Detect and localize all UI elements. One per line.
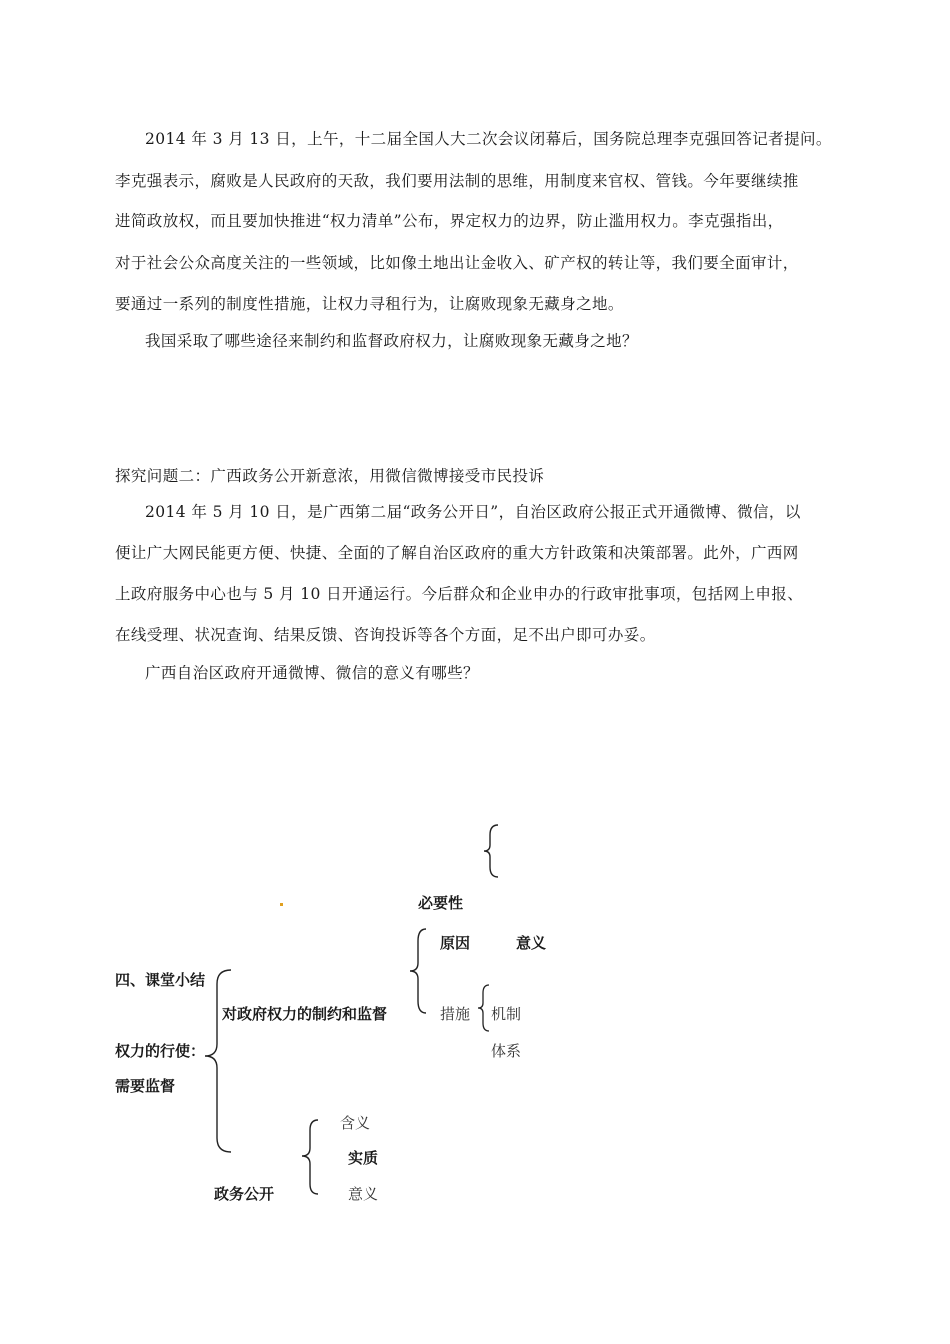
question-text: 广西自治区政府开通微博、微信的意义有哪些？: [145, 664, 479, 682]
necessity-label: 必要性: [418, 894, 464, 912]
system-label: 体系: [491, 1042, 522, 1060]
meaning-label: 意义: [516, 934, 547, 952]
branch2-brace: [302, 1118, 322, 1198]
paragraph-line: 要通过一系列的制度性措施，让权力寻租行为，让腐败现象无藏身之地。: [115, 295, 624, 313]
measures-brace: [478, 983, 492, 1033]
measures-label: 措施: [440, 1005, 471, 1023]
root-line2: 需要监督: [115, 1077, 176, 1095]
paragraph-line: 对于社会公众高度关注的一些领域，比如像土地出让金收入、矿产权的转让等，我们要全面审计，: [115, 254, 799, 272]
branch1-label: 对政府权力的制约和监督: [222, 1005, 388, 1023]
root-line1: 权力的行使：: [115, 1042, 206, 1060]
significance-label: 意义: [348, 1185, 379, 1203]
section-heading: 探究问题二：广西政务公开新意浓，用微信微博接受市民投诉: [115, 467, 545, 485]
paragraph-line: 李克强表示，腐败是人民政府的天敌，我们要用法制的思维，用制度来官权、管钱。今年要继续推: [115, 172, 799, 190]
reason-label: 原因: [440, 934, 471, 952]
question-text: 我国采取了哪些途径来制约和监督政府权力，让腐败现象无藏身之地？: [145, 332, 638, 350]
top-brace: [484, 823, 504, 879]
paragraph-line: 便让广大网民能更方便、快捷、全面的了解自治区政府的重大方针政策和决策部署。此外，广西网: [115, 544, 799, 562]
paragraph-line: 2014 年 5 月 10 日，是广西第二届“政务公开日”，自治区政府公报正式开通微博、微信，以: [145, 503, 801, 521]
mechanism-label: 机制: [491, 1005, 522, 1023]
paragraph-line: 2014 年 3 月 13 日，上午，十二届全国人大二次会议闭幕后，国务院总理李克强回答记者提问。: [145, 130, 832, 148]
stray-mark: [280, 903, 283, 906]
summary-title: 四、课堂小结: [115, 971, 206, 989]
paragraph-line: 上政府服务中心也与 5 月 10 日开通运行。今后群众和企业申办的行政审批事项，包括网上申报、: [115, 585, 804, 603]
root-brace: [205, 968, 235, 1154]
branch2-label: 政务公开: [214, 1185, 275, 1203]
essence-label: 实质: [348, 1149, 379, 1167]
definition-label: 含义: [340, 1114, 371, 1132]
paragraph-line: 在线受理、状况查询、结果反馈、咨询投诉等各个方面，足不出户即可办妥。: [115, 626, 656, 644]
branch1-brace: [410, 927, 430, 1015]
paragraph-line: 进简政放权，而且要加快推进“权力清单”公布，界定权力的边界，防止滥用权力。李克强指出，: [115, 212, 784, 230]
